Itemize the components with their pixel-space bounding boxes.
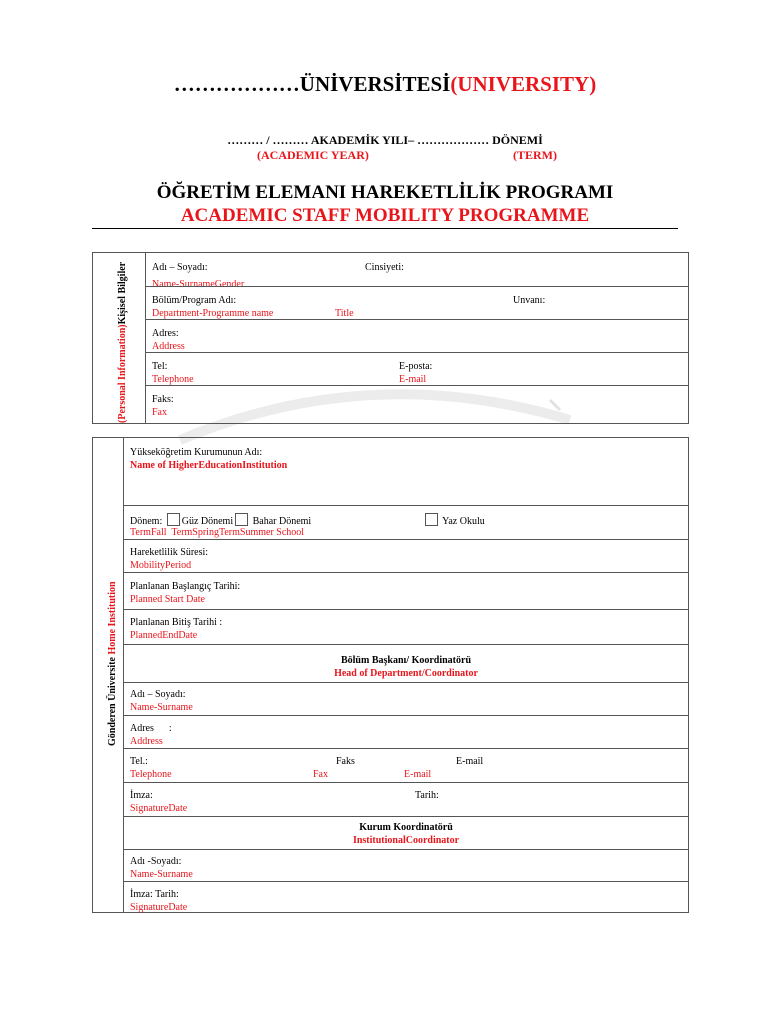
personal-side-label-cell	[93, 253, 146, 423]
term-en: TermFall TermSpringTermSummer School	[130, 527, 305, 538]
fax-field[interactable]: Faks: Fax	[152, 394, 174, 418]
personal-info-table	[92, 252, 689, 424]
row-divider	[124, 644, 688, 645]
row-divider	[124, 715, 688, 716]
head-address-field[interactable]: Adres : Address	[130, 723, 172, 747]
coordinator-signature-field[interactable]: İmza: Tarih: SignatureDate	[130, 889, 188, 913]
spring-term-checkbox[interactable]	[235, 513, 248, 526]
head-fax-en: Fax	[313, 769, 328, 780]
head-email-label[interactable]: E-mail	[456, 756, 484, 767]
home-institution-table	[92, 437, 689, 913]
end-date-field[interactable]: Planlanan Bitiş Tarihi : PlannedEndDate	[130, 617, 223, 641]
term-en: (TERM)	[513, 148, 557, 162]
row-divider	[124, 881, 688, 882]
summer-term-option: Yaz Okulu	[423, 513, 485, 528]
hei-field[interactable]: Yükseköğretim Kurumunun Adı: Name of HigherEducationInstitution	[130, 447, 288, 471]
telephone-field[interactable]: Tel: Telephone	[152, 361, 194, 385]
row-divider	[124, 682, 688, 683]
head-email-en: E-mail	[404, 769, 432, 780]
head-of-department-heading: Bölüm Başkanı/ Koordinatörü Head of Department/Coordinator	[334, 655, 478, 679]
row-divider	[124, 505, 688, 506]
head-name-field[interactable]: Adı – Soyadı: Name-Surname	[130, 689, 193, 713]
coordinator-name-field[interactable]: Adı -Soyadı: Name-Surname	[130, 856, 193, 880]
academic-year-line: ……… / ……… AKADEMİK YILI– ……………… DÖNEMİ	[227, 133, 543, 147]
head-date-field[interactable]: Tarih:	[415, 790, 439, 801]
row-divider	[124, 782, 688, 783]
name-field[interactable]: Adı – Soyadı: Name-SurnameGender	[152, 262, 245, 290]
term-selector: Dönem: Güz Dönemi Bahar Dönemi	[130, 513, 311, 528]
university-name-en: (UNIVERSITY)	[450, 72, 597, 96]
academic-year-en: (ACADEMIC YEAR)	[257, 148, 369, 162]
row-divider	[146, 385, 688, 386]
head-signature-field[interactable]: İmza: SignatureDate	[130, 790, 188, 814]
university-heading	[0, 72, 770, 97]
row-divider	[146, 352, 688, 353]
gender-field[interactable]: Cinsiyeti:	[365, 262, 404, 273]
title-field-en: Title	[335, 308, 354, 319]
row-divider	[124, 748, 688, 749]
university-name-tr: ………………ÜNİVERSİTESİ	[173, 72, 451, 96]
fall-term-checkbox[interactable]	[167, 513, 180, 526]
home-side-label: Gönderen Üniversite Home Institution	[107, 581, 118, 746]
email-field[interactable]: E-posta: E-mail	[399, 361, 433, 385]
row-divider	[124, 816, 688, 817]
head-fax-label[interactable]: Faks	[336, 756, 355, 767]
personal-side-label: (Personal Information)Kişisel Bilgiler	[117, 261, 128, 423]
head-telephone-field[interactable]: Tel.: Telephone	[130, 756, 172, 780]
page-title-en: ACADEMIC STAFF MOBILITY PROGRAMME	[180, 205, 590, 226]
summer-school-checkbox[interactable]	[425, 513, 438, 526]
title-field[interactable]: Unvanı:	[513, 295, 546, 306]
home-side-label-cell	[93, 438, 124, 912]
row-divider	[124, 539, 688, 540]
row-divider	[124, 849, 688, 850]
page-title-tr: ÖĞRETİM ELEMANI HAREKETLİLİK PROGRAMI	[156, 182, 614, 203]
institutional-coordinator-heading: Kurum Koordinatörü InstitutionalCoordinator	[352, 822, 460, 846]
start-date-field[interactable]: Planlanan Başlangıç Tarihi: Planned Start Date	[130, 581, 241, 605]
department-field[interactable]: Bölüm/Program Adı: Department-Programme name	[152, 295, 274, 319]
row-divider	[124, 609, 688, 610]
title-divider	[92, 228, 678, 229]
address-field[interactable]: Adres: Address	[152, 328, 185, 352]
row-divider	[146, 286, 688, 287]
row-divider	[146, 319, 688, 320]
row-divider	[124, 572, 688, 573]
mobility-period-field[interactable]: Hareketlilik Süresi: MobilityPeriod	[130, 547, 209, 571]
